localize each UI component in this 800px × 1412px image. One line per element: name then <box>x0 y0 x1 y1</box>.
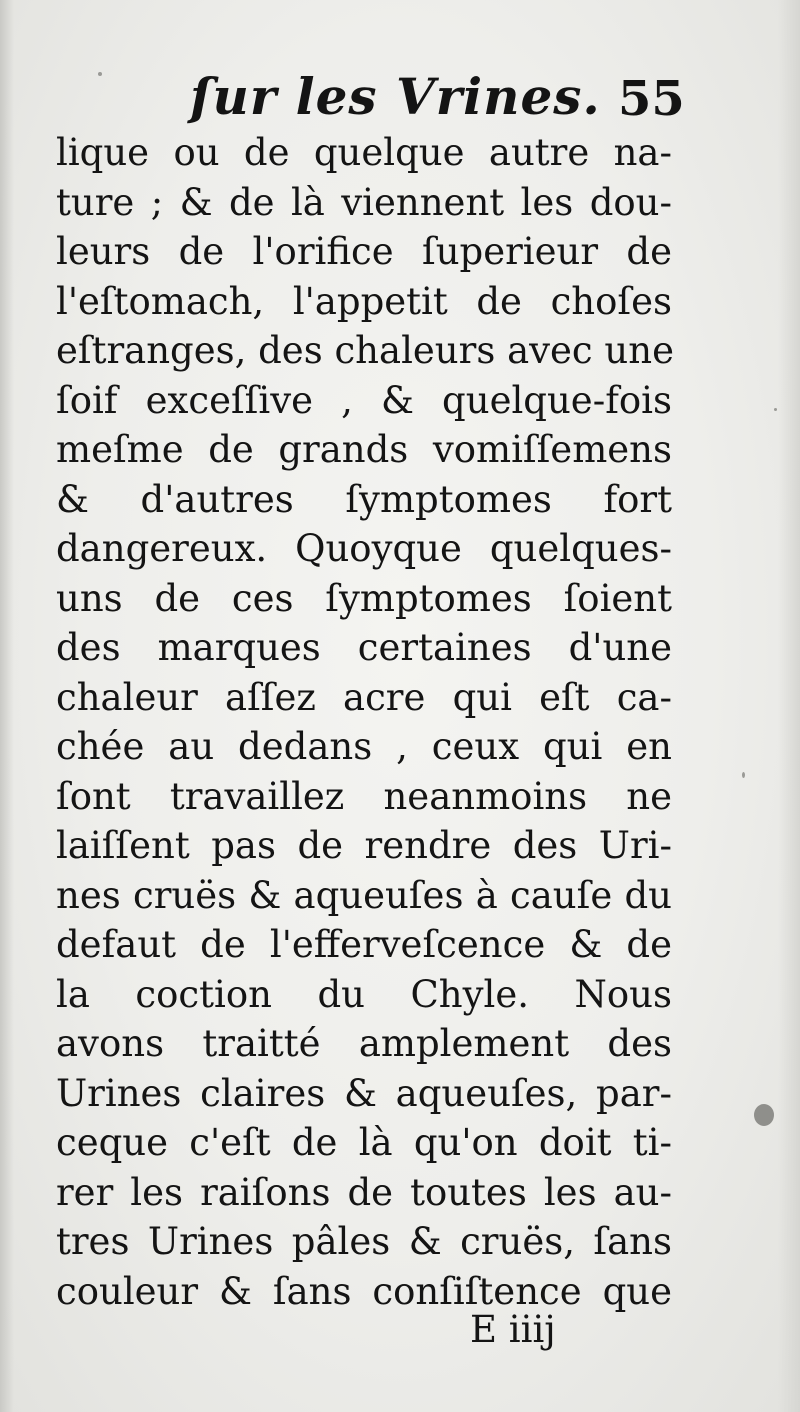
text-line: leurs de l'orifice ſuperieur de <box>56 230 672 273</box>
text-line: chée au dedans , ceux qui en <box>56 725 672 768</box>
ink-speck <box>98 72 102 76</box>
text-line: ſont travaillez neanmoins ne <box>56 774 672 818</box>
text-line: dangereux. Quoyque quelques- <box>56 527 672 570</box>
text-line: rer les raiſons de toutes les au- <box>56 1170 672 1214</box>
running-head <box>0 62 800 132</box>
text-line: avons traitté amplement des <box>56 1022 672 1065</box>
text-line: chaleur aſſez acre qui eſt ca- <box>56 675 672 719</box>
signature-mark: E iiij <box>470 1308 556 1351</box>
text-line: meſme de grands vomiſſemens <box>56 428 672 471</box>
ink-spot <box>754 1104 774 1126</box>
text-line: laiſſent pas de rendre des Uri- <box>56 824 672 867</box>
text-line: des marques certaines d'une <box>56 626 672 669</box>
ink-speck <box>742 772 745 778</box>
text-line: l'eſtomach, l'appetit de choſes <box>56 279 672 323</box>
text-line: eſtranges, des chaleurs avec une <box>56 329 674 372</box>
text-line: Urines claires & aqueuſes, par- <box>56 1071 672 1115</box>
text-line: ſoif exceſſive , & quelque-fois <box>56 378 672 422</box>
text-line: tres Urines pâles & cruës, ſans <box>56 1220 672 1263</box>
text-line: ceque c'eſt de là qu'on doit ti- <box>56 1121 672 1164</box>
page-edge-shadow <box>778 0 800 1412</box>
running-title: ſur les Vrines. <box>190 67 601 126</box>
text-line: nes cruës & aqueuſes à cauſe du <box>56 873 672 917</box>
page-number: 55 <box>618 71 685 127</box>
body-text <box>56 128 672 1316</box>
page-gutter-shadow <box>0 0 14 1412</box>
text-line: ture ; & de là viennent les dou- <box>56 180 672 224</box>
text-line: & d'autres ſymptomes fort <box>56 477 672 521</box>
text-line: la coction du Chyle. Nous <box>56 972 672 1016</box>
text-line: defaut de l'efferveſcence & de <box>56 923 672 966</box>
text-line: uns de ces ſymptomes ſoient <box>56 576 672 620</box>
text-line: lique ou de quelque autre na- <box>56 131 672 174</box>
ink-speck <box>774 408 777 411</box>
text-line: couleur & ſans conſiſtence que <box>56 1269 672 1313</box>
